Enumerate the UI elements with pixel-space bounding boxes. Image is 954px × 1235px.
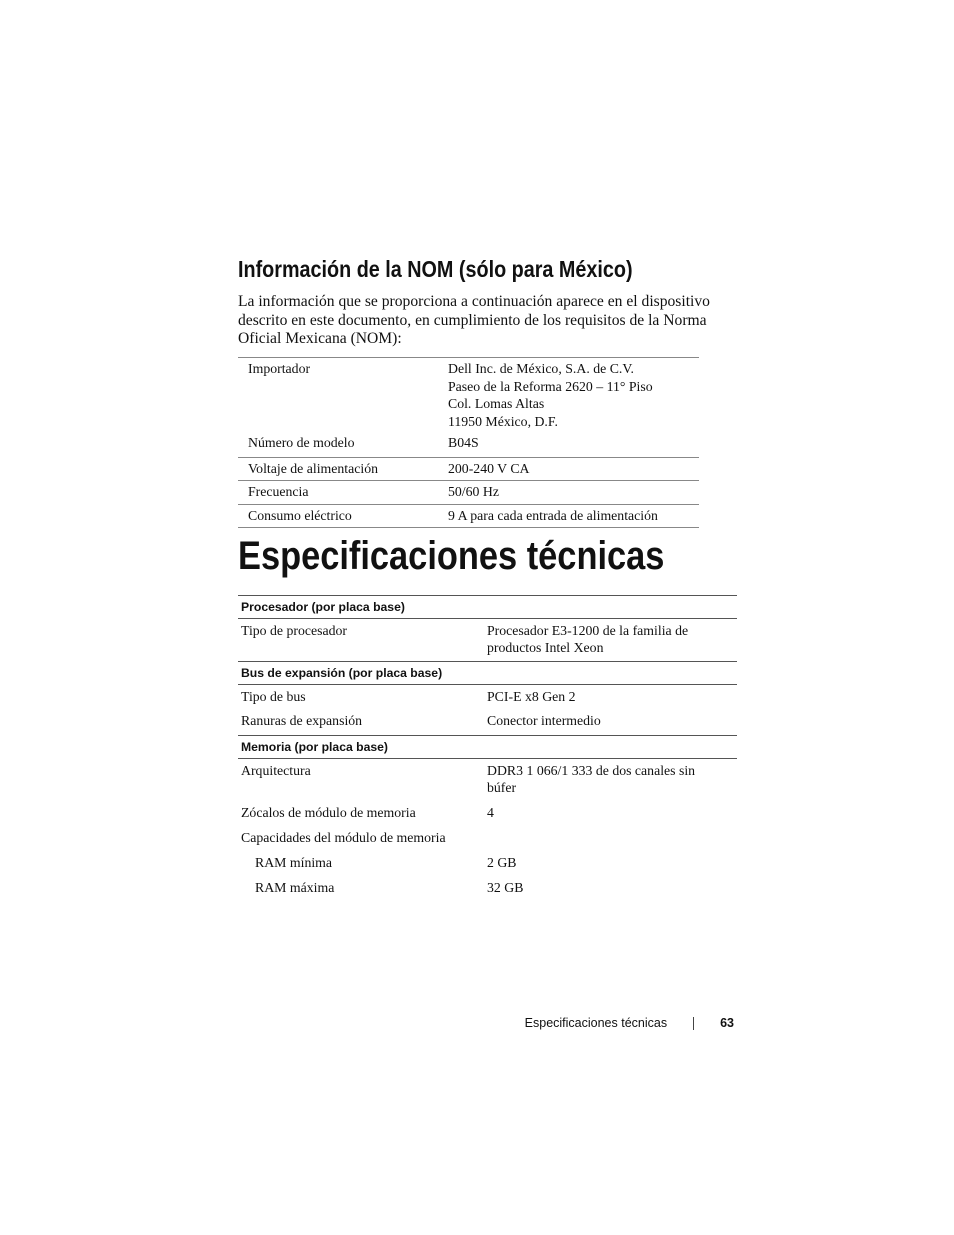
spec-row-value: [487, 762, 737, 796]
nom-row-value: [448, 460, 699, 478]
spec-value-line: 2 GB: [487, 855, 517, 871]
spec-row-label: Tipo de procesador: [241, 623, 348, 638]
nom-row-value: [448, 483, 699, 501]
nom-value-line: 200-240 V CA: [448, 460, 530, 476]
footer-section-title: Especificaciones técnicas: [524, 1016, 668, 1030]
spec-value-line: 32 GB: [487, 880, 524, 896]
spec-row: [238, 685, 737, 710]
nom-value-line: 50/60 Hz: [448, 484, 499, 499]
specs-table: [238, 595, 737, 904]
nom-intro-line: Oficial Mexicana (NOM):: [238, 330, 402, 347]
spec-value-line: PCI-E x8 Gen 2: [487, 689, 576, 705]
nom-value-line: B04S: [448, 435, 479, 450]
spec-row-label: Ranuras de expansión: [241, 713, 363, 729]
spec-row-value: [487, 804, 737, 829]
nom-row-label: Importador: [248, 361, 311, 376]
spec-row-label: Arquitectura: [241, 762, 311, 778]
spec-section-procesador: Procesador (por placa base): [238, 595, 737, 619]
spec-row: [238, 829, 737, 854]
nom-row-label: Frecuencia: [248, 484, 309, 499]
nom-row-value: [448, 434, 699, 452]
nom-row-voltaje: [238, 457, 699, 481]
spec-value-line: búfer: [487, 779, 517, 795]
spec-row: [238, 710, 737, 734]
spec-row: [238, 759, 737, 804]
spec-value-line: Conector intermedio: [487, 713, 601, 729]
nom-table: [238, 357, 699, 528]
spec-value-line: 4: [487, 805, 494, 821]
spec-value-line: productos Intel Xeon: [487, 640, 604, 656]
spec-row-value: [487, 622, 737, 656]
nom-value-line: Col. Lomas Altas: [448, 396, 545, 411]
spec-row-value: [487, 854, 737, 879]
nom-intro-line: La información que se proporciona a continuación aparece en el dispositivo: [238, 293, 710, 310]
nom-row-modelo: [238, 434, 699, 457]
nom-row-label: Voltaje de alimentación: [248, 460, 379, 476]
spec-row-label: Zócalos de módulo de memoria: [241, 805, 416, 821]
nom-value-line: Paseo de la Reforma 2620 – 11° Piso: [448, 378, 653, 394]
specs-heading: Especificaciones técnicas: [238, 534, 665, 578]
nom-row-label: Consumo eléctrico: [248, 507, 352, 523]
nom-value-line: Dell Inc. de México, S.A. de C.V.: [448, 361, 634, 376]
nom-heading: Información de la NOM (sólo para México): [238, 256, 633, 282]
spec-row-value: [487, 712, 737, 729]
spec-row: [238, 804, 737, 829]
spec-row-value: [487, 688, 737, 710]
nom-intro-line: descrito en este documento, en cumplimiento de los requisitos de la Norma: [238, 311, 707, 329]
spec-row-label: RAM mínima: [255, 855, 333, 871]
nom-row-value: [448, 507, 699, 525]
page-footer: [525, 1016, 734, 1030]
spec-row-label: Tipo de bus: [241, 689, 306, 705]
spec-row-value: [487, 829, 737, 854]
nom-row-label: Número de modelo: [248, 435, 355, 450]
nom-value-line: 11950 México, D.F.: [448, 413, 558, 429]
spec-row: [238, 879, 737, 904]
nom-intro: [238, 293, 738, 349]
spec-row-label: Capacidades del módulo de memoria: [241, 830, 446, 846]
spec-value-line: Procesador E3-1200 de la familia de: [487, 623, 689, 638]
nom-row-importador: [238, 358, 699, 434]
spec-section-memoria: Memoria (por placa base): [238, 735, 737, 759]
spec-section-bus: Bus de expansión (por placa base): [238, 661, 737, 685]
spec-row: [238, 619, 737, 661]
nom-row-frecuencia: [238, 480, 699, 504]
spec-row: [238, 854, 737, 879]
spec-row-value: [487, 879, 737, 904]
page-number: 63: [720, 1016, 734, 1030]
spec-row-label: RAM máxima: [255, 880, 335, 896]
nom-row-consumo: [238, 504, 699, 529]
nom-row-value: [448, 360, 699, 430]
footer-divider: [693, 1017, 694, 1030]
nom-value-line: 9 A para cada entrada de alimentación: [448, 507, 658, 523]
spec-value-line: DDR3 1 066/1 333 de dos canales sin: [487, 762, 696, 778]
